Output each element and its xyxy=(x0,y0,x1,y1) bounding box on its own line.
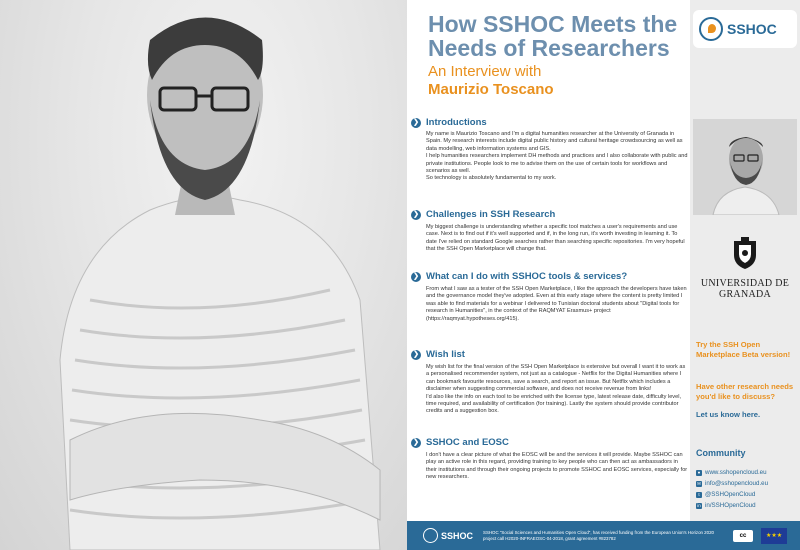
crest-icon xyxy=(731,237,759,271)
community-title: Community xyxy=(696,448,746,458)
funding-notice: SSHOC "Social Sciences and Humanities Open Cloud", has received funding from the European Union's Horizon 2020 project call H2020-INFRAEOSC-04-2018, grant agreement #823782 xyxy=(483,529,714,541)
email-link[interactable]: ✉ info@sshopencloud.eu xyxy=(697,480,769,487)
linkedin-icon: in xyxy=(697,502,701,508)
mail-icon: ✉ xyxy=(697,480,701,486)
twitter-icon: t xyxy=(696,492,702,498)
chevron-right-icon: ❯ xyxy=(411,350,421,360)
cta-research-needs: Have other research needs you'd like to discuss? xyxy=(696,382,794,401)
community-links xyxy=(696,467,768,511)
chevron-right-icon: ❯ xyxy=(411,272,421,282)
cta-try-marketplace[interactable]: Try the SSH Open Marketplace Beta version! xyxy=(696,340,791,359)
section-body-eosc: I don't have a clear picture of what the EOSC will be and the services it will provide. Maybe SSHOC can play an active role in this regard, providing training to key people who can then act as ambassadors in their institutions and through their ongoing projects to promote SSHOC and EOSC services, especially for new researchers. xyxy=(426,452,688,481)
section-heading-wish-list: ❯ Wish list xyxy=(411,349,465,360)
interviewee-name: Maurizio Toscano xyxy=(428,81,554,98)
section-body-wish-list: My wish list for the final version of the SSH Open Marketplace is extensive but overall I want it to work as a personalised recommender system, not just as a catalogue - Netflix for the Digital Humanities where I can bookmark favourite resources, save a search, and report an issue. But Netflix which includes a disclaimer when suggesting commercial software, and does not receive revenue from links! I'd also like the info on each tool to be enriched with the license type, latest release date, difficulty level, time required, and availability of certification (for training). Lastly the system should provide contributor credits and a suggestion box. xyxy=(426,364,686,415)
headshot-illustration xyxy=(693,119,797,215)
section-heading-tools: ❯ What can I do with SSHOC tools & services? xyxy=(411,271,627,282)
chevron-right-icon: ❯ xyxy=(411,210,421,220)
footer-sshoc-logo[interactable]: SSHOC xyxy=(423,528,473,543)
sshoc-logo-icon xyxy=(423,528,438,543)
footer-bar xyxy=(407,521,800,550)
section-heading-eosc: ❯ SSHOC and EOSC xyxy=(411,437,509,448)
globe-icon: ● xyxy=(697,469,701,475)
section-body-tools: From what I saw as a tester of the SSH Open Marketplace, I like the approach the developers have taken and the governance model they've adopted. Even at this early stage where the content is pretty limited I was able to find materials for a webinar I delivered to Tunisian doctoral students about "Digital tools for research in Humanities", in the context of the RAQMYAT Erasmus+ project (https://raqmyat.hypotheses.org/415). xyxy=(426,286,687,322)
section-heading-challenges: ❯ Challenges in SSH Research xyxy=(411,209,555,220)
website-link[interactable]: ● www.sshopencloud.eu xyxy=(697,469,767,476)
section-body-challenges: My biggest challenge is understanding whether a specific tool matches a user's requirements and use case. Next is to find out if it's well supported and if, in the long run, it's worth investing in learning it. To date I've relied on standard Google searches rather than searching specific repositories. I'm very hopeful that the SSH Open Marketplace will change that. xyxy=(426,224,685,253)
twitter-link[interactable]: t @SSHOpenCloud xyxy=(696,489,768,500)
sshoc-logo[interactable]: SSHOC xyxy=(693,10,797,48)
section-heading-introductions: ❯ Introductions xyxy=(411,117,487,128)
subtitle: An Interview with xyxy=(428,63,542,80)
eu-flag-icon: ★★★ xyxy=(761,528,787,544)
cta-let-us-know-link[interactable]: Let us know here. xyxy=(696,410,761,419)
chevron-right-icon: ❯ xyxy=(411,438,421,448)
university-logo[interactable]: UNIVERSIDAD DE GRANADA xyxy=(693,237,797,300)
linkedin-link[interactable]: in in/SSHOpenCloud xyxy=(697,502,756,509)
sshoc-logo-icon xyxy=(699,17,723,41)
headshot-photo xyxy=(693,119,797,215)
creative-commons-badge: cc xyxy=(733,530,753,542)
section-body-introductions: My name is Maurizio Toscano and I'm a digital humanities researcher at the University of Granada in Spain. My research interests include digital public history and cultural heritage crowdsourcing as well as data modelling, web information systems and GIS. I help humanities researchers implement DH methods and practices and I also collaborate with public and private institutions. People look to me to advise them on the use of certain tools for workflows and scenarios as well. So technology is absolutely fundamental to my work. xyxy=(426,131,688,182)
page-title: How SSHOC Meets the Needs of Researchers xyxy=(428,11,678,61)
chevron-right-icon: ❯ xyxy=(411,118,421,128)
